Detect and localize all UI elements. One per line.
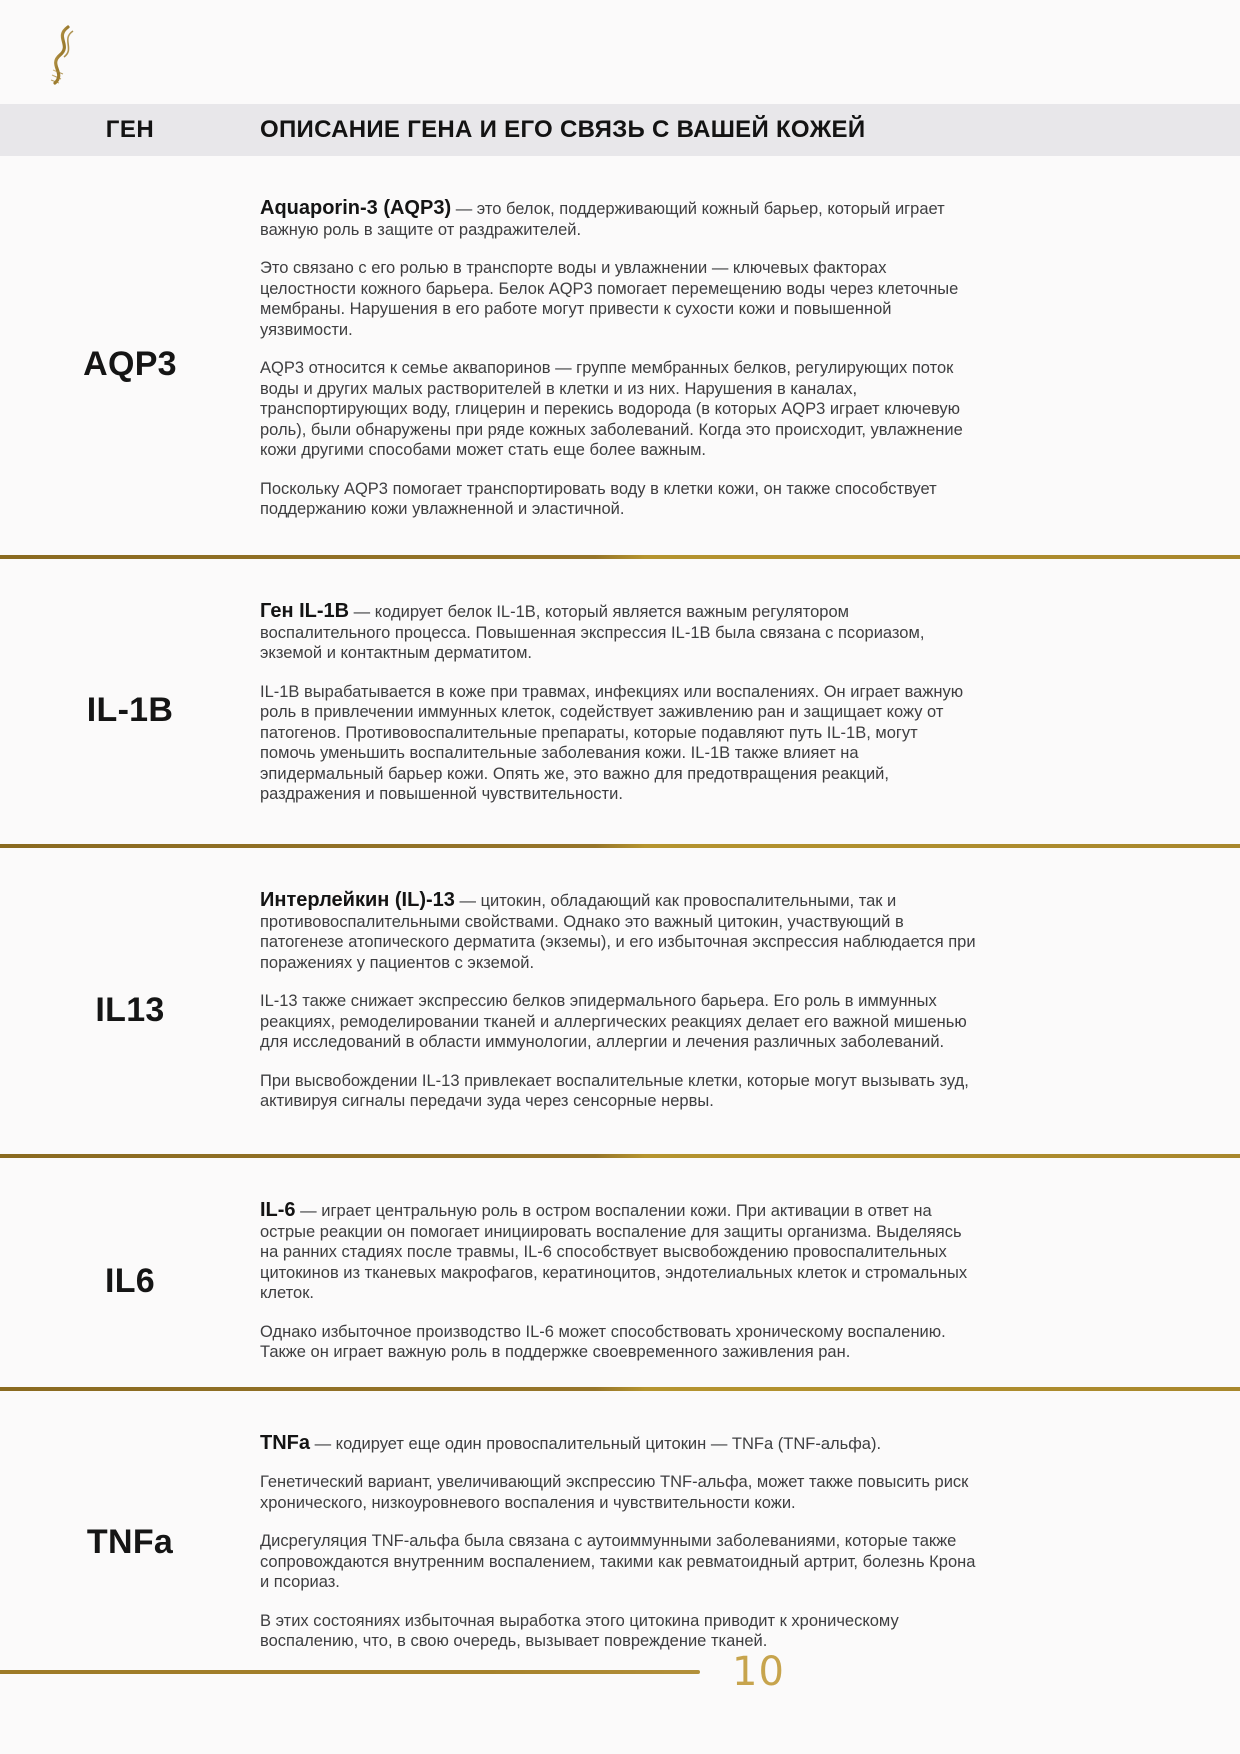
description-paragraph: Это связано с его ролью в транспорте воды и увлажнении — ключевых факторах целостности кожного барьера. Белок AQP3 помогает перемещению воды через клеточные мембраны. Нарушения в его работе могут привести к сухости кожи и повышенной уязвимости. <box>260 259 959 339</box>
gene-name: TNFa <box>86 1522 174 1561</box>
gene-row <box>0 848 1240 1154</box>
gene-description <box>260 890 976 1130</box>
gene-name: IL6 <box>104 1261 156 1300</box>
gene-table <box>0 156 1240 1676</box>
gene-row <box>0 1391 1240 1676</box>
gene-lead-label: Aquaporin-3 (AQP3) <box>260 197 452 219</box>
gene-lead-label: Интерлейкин (IL)-13 <box>260 889 455 911</box>
description-paragraph: Однако избыточное производство IL-6 может способствовать хроническому воспалению. Также он играет важную роль в поддержке своевременного заживления ран. <box>260 1322 946 1361</box>
dna-ribbon-icon <box>46 24 80 88</box>
description-column-header: ОПИСАНИЕ ГЕНА И ЕГО СВЯЗЬ С ВАШЕЙ КОЖЕЙ <box>260 116 866 143</box>
brand-logo <box>46 24 80 88</box>
footer-rule <box>0 1670 700 1674</box>
description-paragraph: Дисрегуляция TNF-альфа была связана с аутоиммунными заболеваниями, которые также сопровождаются внутренним воспалением, такими как ревматоидный артрит, болезнь Крона и псориаз. <box>260 1532 976 1591</box>
gene-row <box>0 156 1240 555</box>
gene-name: IL-1B <box>86 691 174 729</box>
description-paragraph: При высвобождении IL-13 привлекает воспалительные клетки, которые могут вызывать зуд, активируя сигналы передачи зуда через сенсорные нервы. <box>260 1071 969 1110</box>
gene-row <box>0 1158 1240 1387</box>
table-header <box>0 104 1240 156</box>
description-paragraph: Поскольку AQP3 помогает транспортировать воду в клетки кожи, он также способствует поддержанию кожи увлажненной и эластичной. <box>260 479 937 518</box>
gene-description <box>260 1200 976 1363</box>
description-paragraph: Генетический вариант, увеличивающий экспрессию TNF-альфа, может также повысить риск хронического, низкоуровневого воспаления и чувствительности кожи. <box>260 1473 969 1512</box>
description-paragraph: Интерлейкин (IL)-13 — цитокин, обладающий как провоспалительными, так и противовоспалительными свойствами. Однако это важный цитокин, участвующий в патогенезе атопического дерматита (экземы), и его избыточная экспрессия наблюдается при поражениях у пациентов с экземой. <box>260 889 976 972</box>
page-footer <box>0 1646 1240 1698</box>
gene-lead-label: Ген IL-1B <box>260 600 350 622</box>
description-paragraph: IL-13 также снижает экспрессию белков эпидермального барьера. Его роль в иммунных реакциях, ремоделировании тканей и аллергических реакциях делает его важной мишенью для исследований в области иммунологии, аллергии и лечения различных заболеваний. <box>260 992 967 1051</box>
gene-description <box>260 1433 976 1652</box>
description-paragraph: AQP3 относится к семье аквапоринов — группе мембранных белков, регулирующих поток воды и других малых растворителей в клетки и из них. Нарушения в каналах, транспортирующих воду, глицерин и перекись водорода (в которых AQP3 играет ключевую роль), были обнаружены при ряде кожных заболеваний. Когда это происходит, увлажнение кожи другими способами может стать еще более важным. <box>260 359 963 459</box>
description-paragraph: IL-6 — играет центральную роль в остром воспалении кожи. При активации в ответ на острые реакции он помогает инициировать воспаление для защиты организма. Выделяясь на ранних стадиях после травмы, IL-6 способствует высвобождению провоспалительных цитокинов из тканевых макрофагов, кератиноцитов, эндотелиальных клеток и стромальных клеток. <box>260 1199 968 1302</box>
description-paragraph: В этих состояниях избыточная выработка этого цитокина приводит к хроническому воспалению, что, в свою очередь, вызывает повреждение тканей. <box>260 1611 899 1650</box>
description-paragraph: IL-1B вырабатывается в коже при травмах, инфекциях или воспалениях. Он играет важную роль в привлечении иммунных клеток, содействует заживлению ран и защищает кожу от патогенов. Противовоспалительные препараты, которые подавляют путь IL-1B, могут помочь уменьшить воспалительные заболевания кожи. IL-1B также влияет на эпидермальный барьер кожи. Опять же, это важно для предотвращения реакций, раздражения и повышенной чувствительности. <box>260 682 964 803</box>
description-paragraph: Aquaporin-3 (AQP3) — это белок, поддерживающий кожный барьер, который играет важную роль в защите от раздражителей. <box>260 197 945 239</box>
page-number: 10 <box>732 1649 785 1695</box>
gene-name: IL13 <box>95 990 165 1029</box>
gene-description <box>260 198 976 531</box>
description-paragraph: Ген IL-1B — кодирует белок IL-1B, который является важным регулятором воспалительного процесса. Повышенная экспрессия IL-1B была связана с псориазом, экземой и контактным дерматитом. <box>260 600 925 662</box>
description-paragraph: TNFa — кодирует еще один провоспалительный цитокин — TNFa (TNF-альфа). <box>260 1431 882 1454</box>
gene-lead-label: TNFa <box>260 1431 310 1454</box>
gene-name: AQP3 <box>83 345 177 383</box>
gene-column-header: ГЕН <box>105 116 155 143</box>
gene-row <box>0 559 1240 844</box>
gene-description <box>260 601 976 820</box>
gene-lead-label: IL-6 <box>260 1199 296 1221</box>
